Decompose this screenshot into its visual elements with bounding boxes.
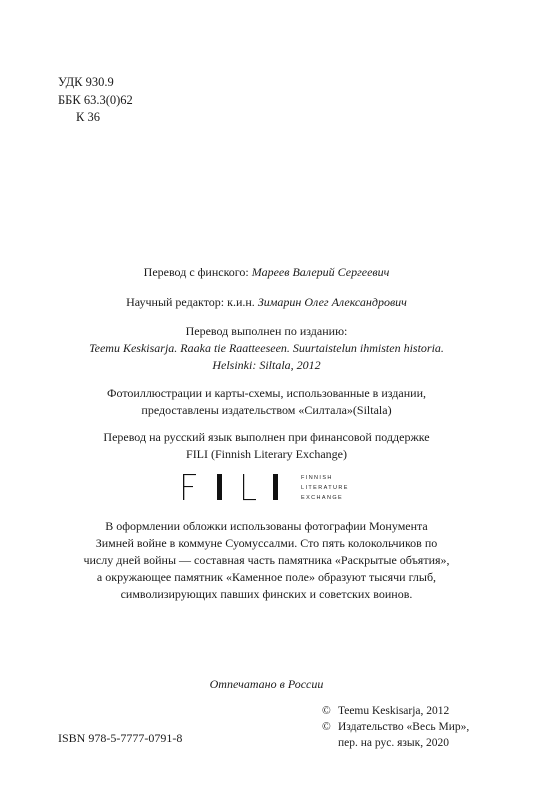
copyright-symbol: © [322, 721, 331, 733]
translator-label: Перевод с финского: [143, 265, 249, 279]
fili-logo-text [301, 473, 349, 503]
support-credit-line2: FILI (Finnish Literary Exchange) [186, 447, 347, 461]
translator-name: Мареев Валерий Сергеевич [251, 265, 390, 279]
fili-logo-word3: EXCHANGE [301, 495, 344, 501]
editor-name: Зимарин Олег Александрович [257, 295, 407, 309]
source-edition-imprint: Helsinki: Siltala, 2012 [212, 358, 321, 372]
bbk-code: ББК 63.3(0)62 [58, 92, 133, 107]
cover-note-line: В оформлении обложки использованы фотографии Монумента [105, 519, 428, 533]
cover-note-line: числу дней войны — составная часть памятника «Раскрытые объятия», [83, 553, 450, 567]
cover-note-line: а окружающее памятник «Каменное поле» образуют тысячи глыб, [96, 570, 437, 584]
copyright-translation: пер. на рус. язык, 2020 [338, 737, 449, 749]
printed-in-text: Отпечатано в России [209, 677, 324, 691]
photos-credit-line2: предоставлены издательством «Силтала»(Siltala) [141, 403, 392, 417]
copyright-symbol: © [322, 705, 331, 717]
editor-label: Научный редактор: к.и.н. [126, 295, 255, 309]
source-edition-block [0, 323, 533, 374]
isbn: ISBN 978-5-7777-0791-8 [58, 731, 183, 745]
translator-line [0, 264, 533, 281]
fili-logo [181, 472, 356, 504]
editor-line [0, 294, 533, 311]
udk-code: УДК 930.9 [58, 75, 114, 89]
copyright-author: Teemu Keskisarja, 2012 [338, 705, 450, 717]
classification-block [58, 74, 133, 127]
cover-note-line: Зимней войне в коммуне Суомуссалми. Сто пять колокольчиков по [95, 536, 438, 550]
support-credit-line1: Перевод на русский язык выполнен при финансовой поддержке [103, 430, 430, 444]
fili-logo-mark [181, 472, 291, 502]
photos-credit [0, 385, 533, 419]
printed-in [0, 676, 533, 693]
author-mark: К 36 [76, 110, 100, 124]
cover-note-line: символизирующих павших финских и советских воинов. [120, 587, 413, 601]
photos-credit-line1: Фотоиллюстрации и карты-схемы, использованные в издании, [107, 386, 426, 400]
fili-logo-word1: FINNISH [301, 475, 333, 481]
support-credit [0, 429, 533, 463]
copyright-block [322, 703, 469, 751]
copyright-publisher: Издательство «Весь Мир», [338, 721, 470, 733]
fili-logo-word2: LITERATURE [301, 485, 349, 491]
cover-note [0, 518, 533, 603]
source-edition-title: Teemu Keskisarja. Raaka tie Raatteeseen. Suurtaistelun ihmisten historia. [89, 341, 444, 355]
source-edition-label: Перевод выполнен по изданию: [185, 324, 348, 338]
